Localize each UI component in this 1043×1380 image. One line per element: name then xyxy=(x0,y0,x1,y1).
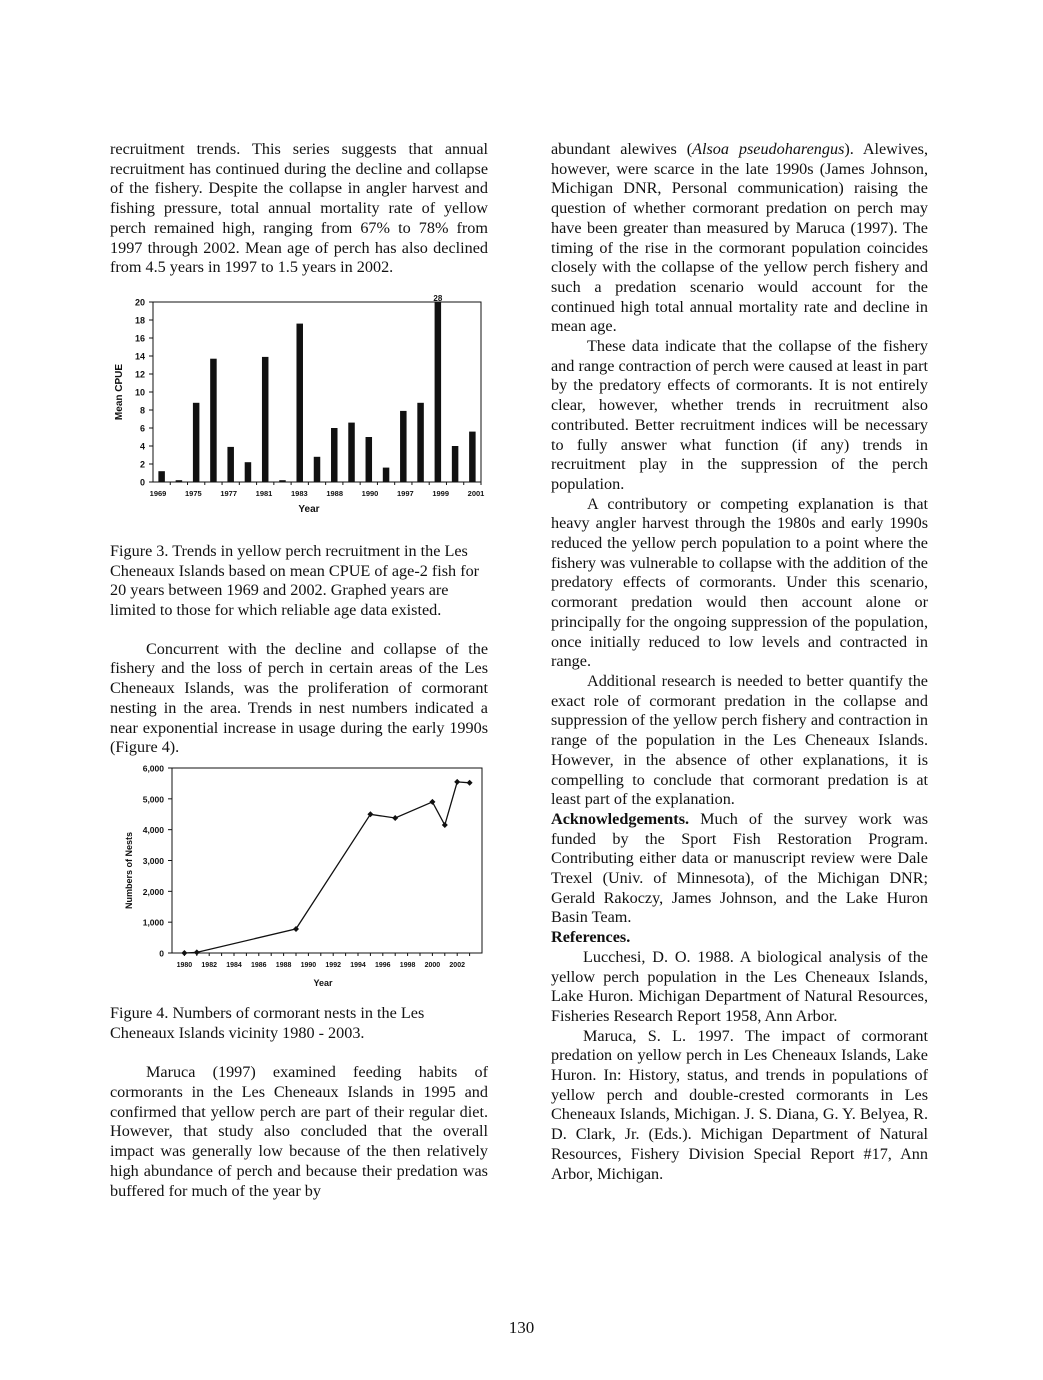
x-tick-label: 1992 xyxy=(325,961,341,969)
nests-data-point xyxy=(392,815,398,821)
figure-4-caption: Figure 4. Numbers of cormorant nests in the Les Cheneaux Islands vicinity 1980 - 2003. xyxy=(110,1003,425,1042)
y-tick-label: 10 xyxy=(134,387,145,398)
paragraph: Concurrent with the decline and collapse of the fishery and the loss of perch in certain areas of the Les Cheneaux Islands, was the proliferation of cormorant nesting in the area. Trends in nest numbers indicated a near exponential increase in usage during the early 1990s (Figure 4). xyxy=(110,639,488,757)
cpue-bar xyxy=(366,437,373,482)
x-tick-label: 1981 xyxy=(255,488,273,498)
nests-data-point xyxy=(429,799,435,805)
x-tick-label: 1988 xyxy=(275,961,292,969)
paragraph: Maruca (1997) examined feeding habits of cormorants in the Les Cheneaux Islands in 1995 and confirmed that yellow perch are part of their regular diet. However, that study also concluded that the overall impact was generally low because of the then relatively high abundance of perch and because their predation was buffered for much of the year by xyxy=(110,1063,488,1200)
figure-4-svg xyxy=(110,760,488,996)
x-tick-label: 1977 xyxy=(220,488,238,498)
acknowledgements-heading: Acknowledgements. xyxy=(551,809,690,828)
x-tick-label: 1982 xyxy=(201,961,217,969)
y-tick-label: 12 xyxy=(134,369,145,380)
nests-data-point xyxy=(454,779,460,785)
y-tick-label: 20 xyxy=(134,297,145,308)
paragraph xyxy=(551,140,928,337)
cpue-bar xyxy=(314,457,321,482)
x-tick-label: 2000 xyxy=(424,961,441,969)
figure-3-chart xyxy=(110,292,488,532)
acknowledgements xyxy=(551,810,928,928)
paragraph: A contributory or competing explanation is that heavy angler harvest through the 1980s and early 1990s reduced the yellow perch population to a point where the fishery was vulnerable to collapse with the addition of the predatory effects of cormorants. Under this scenario, cormorant predation would then account alone or principally for the ongoing suppression of the population, once initially reduced to low levels and contracted in range. xyxy=(551,494,928,671)
nests-data-point xyxy=(467,780,473,786)
y-tick-label: 2 xyxy=(139,459,145,470)
references-heading: References. xyxy=(551,928,631,947)
y-tick-label: 16 xyxy=(134,333,145,344)
paragraph: These data indicate that the collapse of the fishery and range contraction of perch were caused at least in part by the predatory effects of cormorants. It is not entirely clear, however, whether trends in recruitment also contributed. Better recruitment indices will be necessary to fully answer what function (if any) trends in recruitment play in the suppression of the perch population. xyxy=(551,337,928,493)
x-tick-label: 1990 xyxy=(361,488,379,498)
page-number: 130 xyxy=(508,1318,535,1337)
nests-data-point xyxy=(194,949,200,955)
y-tick-label: 4,000 xyxy=(142,825,164,836)
y-tick-label: 6 xyxy=(139,423,145,434)
nests-data-point xyxy=(181,950,187,956)
y-tick-label: 3,000 xyxy=(142,855,164,866)
y-tick-label: 4 xyxy=(139,441,145,452)
y-tick-label: 0 xyxy=(139,477,145,488)
species-name: Alsoa pseudoharengus xyxy=(692,140,845,158)
x-axis-title: Year xyxy=(313,977,333,988)
paragraph: recruitment trends. This series suggests that annual recruitment has continued during the decline and collapse of the fishery. Despite the collapse in angler harvest and fishing pressure, total annual mortality rate of yellow perch remained high, ranging from 67% to 78% from 1997 through 2002. Mean age of perch has also declined from 4.5 years in 1997 to 1.5 years in 2002. xyxy=(110,140,488,277)
y-tick-label: 6,000 xyxy=(142,763,164,774)
plot-frame xyxy=(153,302,481,482)
x-tick-label: 1998 xyxy=(399,961,416,969)
cpue-bar xyxy=(348,423,355,482)
y-axis-title: Numbers of Nests xyxy=(124,831,134,909)
x-axis-title: Year xyxy=(298,503,320,515)
y-tick-label: 14 xyxy=(134,351,145,362)
plot-frame xyxy=(172,768,482,953)
cpue-bar xyxy=(296,324,303,482)
cpue-bar xyxy=(279,480,286,482)
cpue-bar xyxy=(176,480,183,482)
x-tick-label: 1969 xyxy=(149,488,167,498)
y-tick-label: 0 xyxy=(159,948,164,959)
y-axis-title: Mean CPUE xyxy=(114,363,125,420)
figure-3-svg xyxy=(110,292,488,532)
x-tick-label: 1986 xyxy=(251,961,267,969)
cpue-bar xyxy=(469,432,476,482)
x-tick-label: 1996 xyxy=(375,961,391,969)
text-run: ). Alewives, however, were scarce in the late 1990s (James Johnson, Michigan DNR, Personal communication) raising the question of whether cormorant predation on perch may have been greater than measured by Maruca (1997). The timing of the rise in the cormorant population coincides closely with the collapse of the yellow perch fishery and such a predation scenario would account for the continued high total annual mortality rate and decline in mean age. xyxy=(551,140,928,336)
y-tick-label: 18 xyxy=(134,315,145,326)
x-tick-label: 1983 xyxy=(290,488,308,498)
figure-3-caption: Figure 3. Trends in yellow perch recruitment in the Les Cheneaux Islands based on mean CPUE of age-2 fish for 20 years between 1969 and 2002. Graphed years are limited to those for which reliable age data existed. xyxy=(110,541,480,620)
reference-item: Lucchesi, D. O. 1988. A biological analysis of the yellow perch population in the Les Cheneaux Islands, Lake Huron. Michigan Department of Natural Resources, Fisheries Research Report 1958, Ann Arbor. xyxy=(551,947,928,1025)
nests-series-line xyxy=(184,782,469,953)
x-tick-label: 1988 xyxy=(326,488,344,498)
cpue-bar xyxy=(227,447,234,482)
y-tick-label: 5,000 xyxy=(142,794,164,805)
y-tick-label: 1,000 xyxy=(142,917,164,928)
paragraph: Additional research is needed to better quantify the exact role of cormorant predation in the collapse and suppression of the yellow perch fishery and contraction in range of the population in the Les Cheneaux Islands. However, in the absence of other explanations, it is compelling to conclude that cormorant predation is at least part of the explanation. xyxy=(551,671,928,809)
acknowledgements-text: Much of the survey work was funded by the Sport Fish Restoration Program. Contributing either data or manuscript review were Dale Trexel (Univ. of Minnesota), of the Michigan DNR; Gerald Rakoczy, James Johnson, and the Lake Huron Basin Team. xyxy=(551,809,928,927)
y-tick-label: 2,000 xyxy=(142,886,164,897)
bar-value-annotation: 28 xyxy=(433,293,443,303)
x-tick-label: 1975 xyxy=(184,488,202,498)
reference-item: Maruca, S. L. 1997. The impact of cormorant predation on yellow perch in Les Cheneaux Islands, Lake Huron. In: History, status, and trends in populations of yellow perch and double-crested cormorants in Les Cheneaux Islands, Michigan. J. S. Diana, G. Y. Belyea, R. D. Clark, Jr. (Eds.). Michigan Department of Natural Resources, Fishery Division Special Report #17, Ann Arbor, Michigan. xyxy=(551,1026,928,1183)
nests-data-point xyxy=(442,822,448,828)
cpue-bar xyxy=(193,403,200,482)
text-run: abundant alewives ( xyxy=(551,140,693,158)
x-tick-label: 1994 xyxy=(350,961,366,969)
cpue-bar xyxy=(331,428,338,482)
x-tick-label: 1980 xyxy=(176,961,193,969)
cpue-bar xyxy=(435,302,442,482)
figure-4-chart xyxy=(110,760,488,996)
cpue-bar xyxy=(245,462,252,482)
cpue-bar xyxy=(158,471,165,482)
left-column xyxy=(110,140,488,1201)
cpue-bar xyxy=(452,446,459,482)
cpue-bar xyxy=(417,403,424,482)
x-tick-label: 1984 xyxy=(226,961,242,969)
x-tick-label: 2001 xyxy=(467,488,485,498)
x-tick-label: 1990 xyxy=(300,961,317,969)
x-tick-label: 1999 xyxy=(432,488,450,498)
x-tick-label: 2002 xyxy=(449,961,465,969)
cpue-bar xyxy=(383,468,390,482)
cpue-bar xyxy=(400,411,407,482)
cpue-bar xyxy=(262,357,269,482)
cpue-bar xyxy=(210,359,217,482)
y-tick-label: 8 xyxy=(139,405,145,416)
right-column xyxy=(551,140,928,1184)
x-tick-label: 1997 xyxy=(396,488,414,498)
